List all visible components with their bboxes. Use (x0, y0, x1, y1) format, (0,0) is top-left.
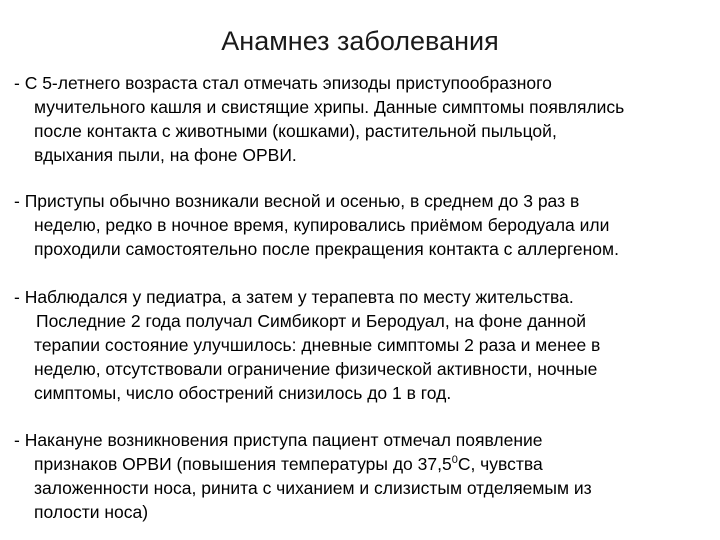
temperature-text: признаков ОРВИ (повышения температуры до 37,5 (34, 454, 452, 474)
text-line-temperature (14, 452, 592, 476)
text-line: вдыхания пыли, на фоне ОРВИ. (34, 145, 297, 165)
text-line: заложенности носа, ринита с чиханием и слизистым отделяемым из (34, 478, 592, 498)
text-line: неделю, отсутствовали ограничение физической активности, ночные (34, 359, 598, 379)
text-line: терапии состояние улучшилось: дневные симптомы 2 раза и менее в (34, 335, 601, 355)
text-line: полости носа) (34, 502, 149, 522)
text-line: - Наблюдался у педиатра, а затем у терапевта по месту жительства. (14, 287, 574, 307)
page-title: Анамнез заболевания (221, 26, 499, 56)
text-line: неделю, редко в ночное время, купировались приёмом беродуала или (34, 215, 610, 235)
text-line: - Приступы обычно возникали весной и осенью, в среднем до 3 раз в (14, 191, 580, 211)
degree-superscript: 0 (451, 454, 458, 467)
text-line: проходили самостоятельно после прекращения контакта с аллергеном. (34, 239, 619, 259)
text-line: симптомы, число обострений снизилось до 1 в год. (34, 383, 452, 403)
paragraph-treatment (14, 285, 600, 405)
temperature-text-cont: С, чувства (457, 454, 543, 474)
text-line: - С 5-летнего возраста стал отмечать эпизоды приступообразного (14, 73, 552, 93)
paragraph-onset (14, 71, 624, 167)
paragraph-trigger (14, 428, 592, 524)
text-line: после контакта с животными (кошками), растительной пыльцой, (34, 121, 557, 141)
paragraph-attacks (14, 189, 619, 261)
text-line: мучительного кашля и свистящие хрипы. Данные симптомы появлялись (34, 97, 625, 117)
text-line: - Накануне возникновения приступа пациент отмечал появление (14, 430, 543, 450)
text-line: Последние 2 года получал Симбикорт и Беродуал, на фоне данной (36, 311, 586, 331)
